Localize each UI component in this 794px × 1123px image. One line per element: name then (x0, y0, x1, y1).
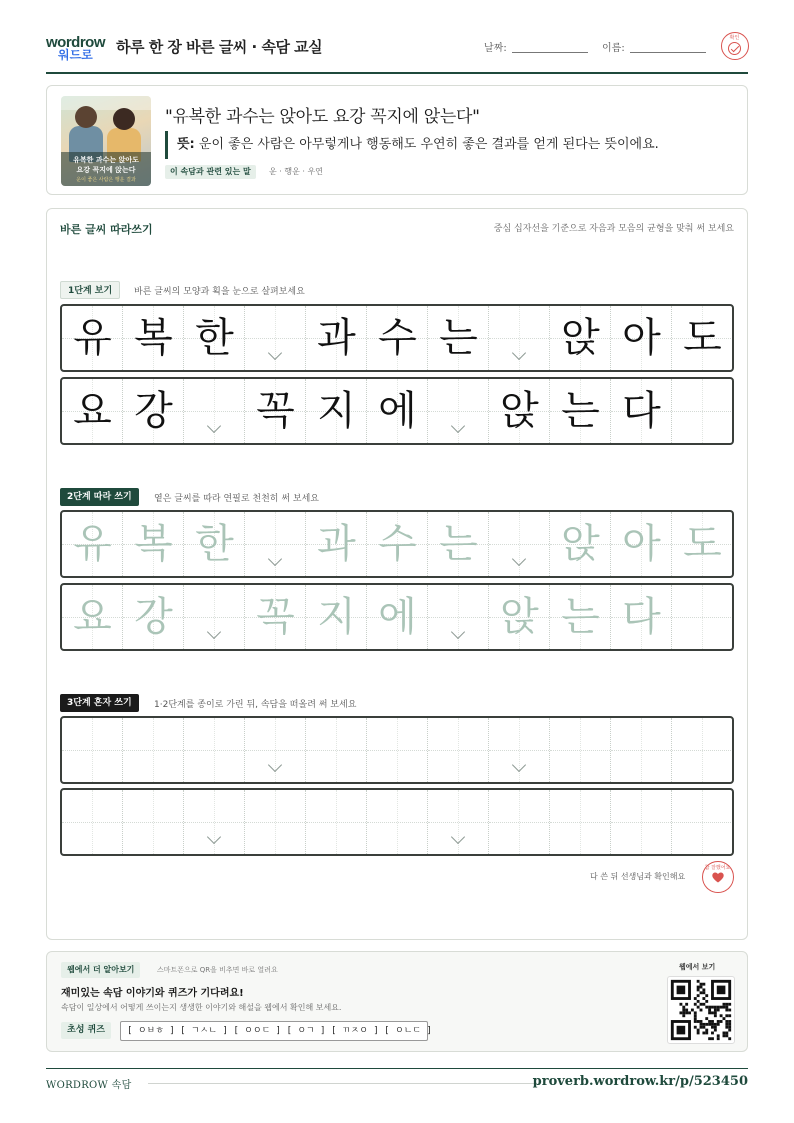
grid-glyph: 강 (134, 388, 173, 434)
grid-cell (123, 306, 184, 370)
grid-cell (306, 379, 367, 443)
grid-cell[interactable] (489, 718, 550, 782)
grid-cell[interactable] (123, 718, 184, 782)
step1-row-1 (60, 304, 734, 372)
grid-glyph: 유 (73, 521, 112, 567)
illustration-caption-2: 요강 꼭지에 앉는다 (76, 166, 136, 174)
step2-row-1[interactable] (60, 510, 734, 578)
grid-cell (184, 379, 245, 443)
name-field[interactable] (630, 52, 706, 53)
grid-glyph: 유 (73, 315, 112, 361)
step3-desc: 1·2단계를 종이로 가린 뒤, 속담을 떠올려 써 보세요 (154, 700, 357, 710)
grid-cell (428, 306, 489, 370)
qr-label: 웹에서 보기 (679, 963, 716, 971)
space-mark-icon (267, 764, 283, 774)
grid-cell[interactable] (489, 512, 550, 576)
grid-cell[interactable] (672, 585, 733, 649)
step3-row-2[interactable] (60, 788, 734, 856)
step3-row-1[interactable] (60, 716, 734, 784)
grid-cell[interactable] (367, 512, 428, 576)
grid-glyph: 다 (622, 594, 661, 640)
step2-desc: 옅은 글씨를 따라 연필로 천천히 써 보세요 (154, 494, 319, 504)
grid-cell[interactable] (367, 790, 428, 854)
grid-glyph: 앉 (500, 388, 539, 434)
grid-glyph: 지 (317, 388, 356, 434)
quiz-badge: 초성 퀴즈 (61, 1022, 111, 1039)
grid-cell[interactable] (306, 585, 367, 649)
grid-cell[interactable] (611, 790, 672, 854)
web-more-desc: 속담이 일상에서 어떻게 쓰이는지 생생한 이야기와 해설을 웹에서 확인해 보세요. (61, 1003, 342, 1012)
heart-seal-text: 참 잘했어요 (704, 865, 731, 871)
grid-glyph: 복 (134, 315, 173, 361)
grid-cell[interactable] (62, 790, 123, 854)
grid-cell[interactable] (62, 512, 123, 576)
grid-cell[interactable] (489, 585, 550, 649)
grid-cell (245, 306, 306, 370)
grid-glyph: 지 (317, 594, 356, 640)
grid-cell (62, 379, 123, 443)
grid-cell[interactable] (245, 790, 306, 854)
logo-wordmark: wordrow (46, 34, 105, 51)
grid-cell[interactable] (611, 718, 672, 782)
date-field[interactable] (512, 52, 588, 53)
grid-cell[interactable] (184, 718, 245, 782)
worksheet-hint: 중심 십자선을 기준으로 자음과 모음의 균형을 맞춰 써 보세요 (493, 224, 734, 234)
grid-glyph: 는 (439, 521, 478, 567)
space-mark-icon (267, 352, 283, 362)
grid-cell[interactable] (245, 512, 306, 576)
proverb-meaning (165, 131, 659, 159)
grid-cell[interactable] (306, 718, 367, 782)
grid-cell[interactable] (62, 585, 123, 649)
related-words: 운 · 행운 · 우연 (269, 167, 323, 176)
page-title: 하루 한 장 바른 글씨 · 속담 교실 (116, 38, 323, 56)
seal-text: 확인 (729, 35, 740, 41)
grid-cell[interactable] (184, 512, 245, 576)
grid-cell (672, 306, 733, 370)
grid-cell[interactable] (611, 512, 672, 576)
grid-glyph: 아 (622, 521, 661, 567)
grid-glyph: 요 (73, 388, 112, 434)
grid-cell[interactable] (611, 585, 672, 649)
grid-cell[interactable] (550, 790, 611, 854)
page-header (46, 28, 748, 74)
worksheet-title: 바른 글씨 따라쓰기 (60, 223, 153, 236)
grid-cell[interactable] (672, 790, 733, 854)
grid-cell[interactable] (672, 718, 733, 782)
footer-rule (148, 1083, 536, 1084)
grid-cell[interactable] (367, 585, 428, 649)
heart-icon (711, 870, 725, 884)
grid-glyph: 앉 (561, 521, 600, 567)
grid-cell (367, 379, 428, 443)
grid-glyph: 과 (317, 315, 356, 361)
grid-glyph: 는 (561, 388, 600, 434)
grid-cell (245, 379, 306, 443)
grid-glyph: 수 (378, 521, 417, 567)
check-seal-icon (721, 32, 749, 60)
related-words-badge: 이 속담과 관련 있는 말 (165, 165, 256, 179)
grid-cell[interactable] (428, 718, 489, 782)
name-label: 이름: (602, 43, 625, 54)
date-label: 날짜: (484, 43, 507, 54)
grid-glyph: 는 (561, 594, 600, 640)
space-mark-icon (206, 425, 222, 435)
grid-cell[interactable] (245, 585, 306, 649)
heart-seal-icon (702, 861, 734, 893)
space-mark-icon (450, 631, 466, 641)
grid-cell (611, 379, 672, 443)
grid-cell (306, 306, 367, 370)
step2-row-2[interactable] (60, 583, 734, 651)
grid-cell (489, 379, 550, 443)
grid-cell[interactable] (62, 718, 123, 782)
grid-cell (672, 379, 733, 443)
footer-divider (46, 1068, 748, 1069)
grid-glyph: 한 (195, 521, 234, 567)
web-more-title: 재미있는 속담 이야기와 퀴즈가 기다려요! (61, 988, 244, 999)
web-more-box (46, 951, 748, 1052)
space-mark-icon (511, 558, 527, 568)
space-mark-icon (450, 425, 466, 435)
grid-cell[interactable] (123, 512, 184, 576)
grid-glyph: 도 (683, 315, 722, 361)
grid-cell (62, 306, 123, 370)
grid-cell[interactable] (306, 512, 367, 576)
illustration-caption-1: 유복한 과수는 앉아도 (73, 156, 139, 164)
grid-glyph: 과 (317, 521, 356, 567)
step1-badge: 1단계 보기 (60, 281, 120, 299)
grid-glyph: 앉 (500, 594, 539, 640)
grid-cell[interactable] (184, 790, 245, 854)
grid-cell[interactable] (184, 585, 245, 649)
grid-glyph: 한 (195, 315, 234, 361)
grid-cell[interactable] (489, 790, 550, 854)
illustration-caption-3: 운이 좋은 사람은 행운 결과 (76, 177, 136, 183)
grid-glyph: 에 (378, 388, 417, 434)
grid-cell[interactable] (123, 790, 184, 854)
grid-cell (489, 306, 550, 370)
proverb-title: "유복한 과수는 앉아도 요강 꼭지에 앉는다" (165, 107, 480, 127)
grid-cell[interactable] (245, 718, 306, 782)
space-mark-icon (206, 631, 222, 641)
grid-glyph: 앉 (561, 315, 600, 361)
teacher-check-note: 다 쓴 뒤 선생님과 확인해요 (590, 872, 686, 881)
grid-glyph: 강 (134, 594, 173, 640)
space-mark-icon (511, 352, 527, 362)
grid-cell[interactable] (550, 585, 611, 649)
meaning-label: 뜻: (177, 137, 195, 152)
initial-consonant-quiz: [ ㅇㅂㅎ ] [ ㄱㅅㄴ ] [ ㅇㅇㄷ ] [ ㅇㄱ ] [ ㄲㅈㅇ ] [ ㅇㄴㄷ ] (120, 1021, 428, 1041)
space-mark-icon (206, 836, 222, 846)
grid-cell (428, 379, 489, 443)
wordrow-logo (46, 34, 110, 64)
grid-glyph: 도 (683, 521, 722, 567)
step1-row-2 (60, 377, 734, 445)
grid-cell[interactable] (123, 585, 184, 649)
space-mark-icon (450, 836, 466, 846)
grid-glyph: 꼭 (256, 388, 295, 434)
grid-cell[interactable] (550, 718, 611, 782)
web-more-sub: 스마트폰으로 QR을 비추면 바로 열려요 (157, 966, 278, 974)
meaning-text: 운이 좋은 사람은 아무렇게나 행동해도 우연히 좋은 결과를 얻게 된다는 뜻이에요. (198, 137, 659, 152)
grid-glyph: 요 (73, 594, 112, 640)
step3-badge: 3단계 혼자 쓰기 (60, 694, 139, 712)
proverb-card (46, 85, 748, 195)
space-mark-icon (267, 558, 283, 568)
grid-cell (550, 306, 611, 370)
grid-cell[interactable] (550, 512, 611, 576)
grid-cell (184, 306, 245, 370)
footer-brand: WORDROW 속담 (46, 1080, 132, 1091)
grid-cell (123, 379, 184, 443)
web-more-badge: 웹에서 더 알아보기 (61, 962, 140, 978)
grid-glyph: 수 (378, 315, 417, 361)
grid-cell[interactable] (428, 790, 489, 854)
grid-cell[interactable] (306, 790, 367, 854)
logo-korean: 워드로 (58, 48, 93, 62)
space-mark-icon (511, 764, 527, 774)
grid-glyph: 아 (622, 315, 661, 361)
grid-cell[interactable] (672, 512, 733, 576)
grid-cell[interactable] (428, 512, 489, 576)
grid-cell (367, 306, 428, 370)
grid-glyph: 다 (622, 388, 661, 434)
proverb-illustration (61, 96, 151, 186)
grid-cell[interactable] (428, 585, 489, 649)
step1-desc: 바른 글씨의 모양과 획을 눈으로 살펴보세요 (134, 287, 305, 297)
grid-cell (550, 379, 611, 443)
grid-glyph: 복 (134, 521, 173, 567)
grid-glyph: 에 (378, 594, 417, 640)
grid-cell (611, 306, 672, 370)
grid-cell[interactable] (367, 718, 428, 782)
grid-glyph: 꼭 (256, 594, 295, 640)
grid-glyph: 는 (439, 315, 478, 361)
footer-url[interactable]: proverb.wordrow.kr/p/523450 (532, 1074, 748, 1089)
step2-badge: 2단계 따라 쓰기 (60, 488, 139, 506)
qr-code-icon[interactable] (667, 976, 735, 1044)
